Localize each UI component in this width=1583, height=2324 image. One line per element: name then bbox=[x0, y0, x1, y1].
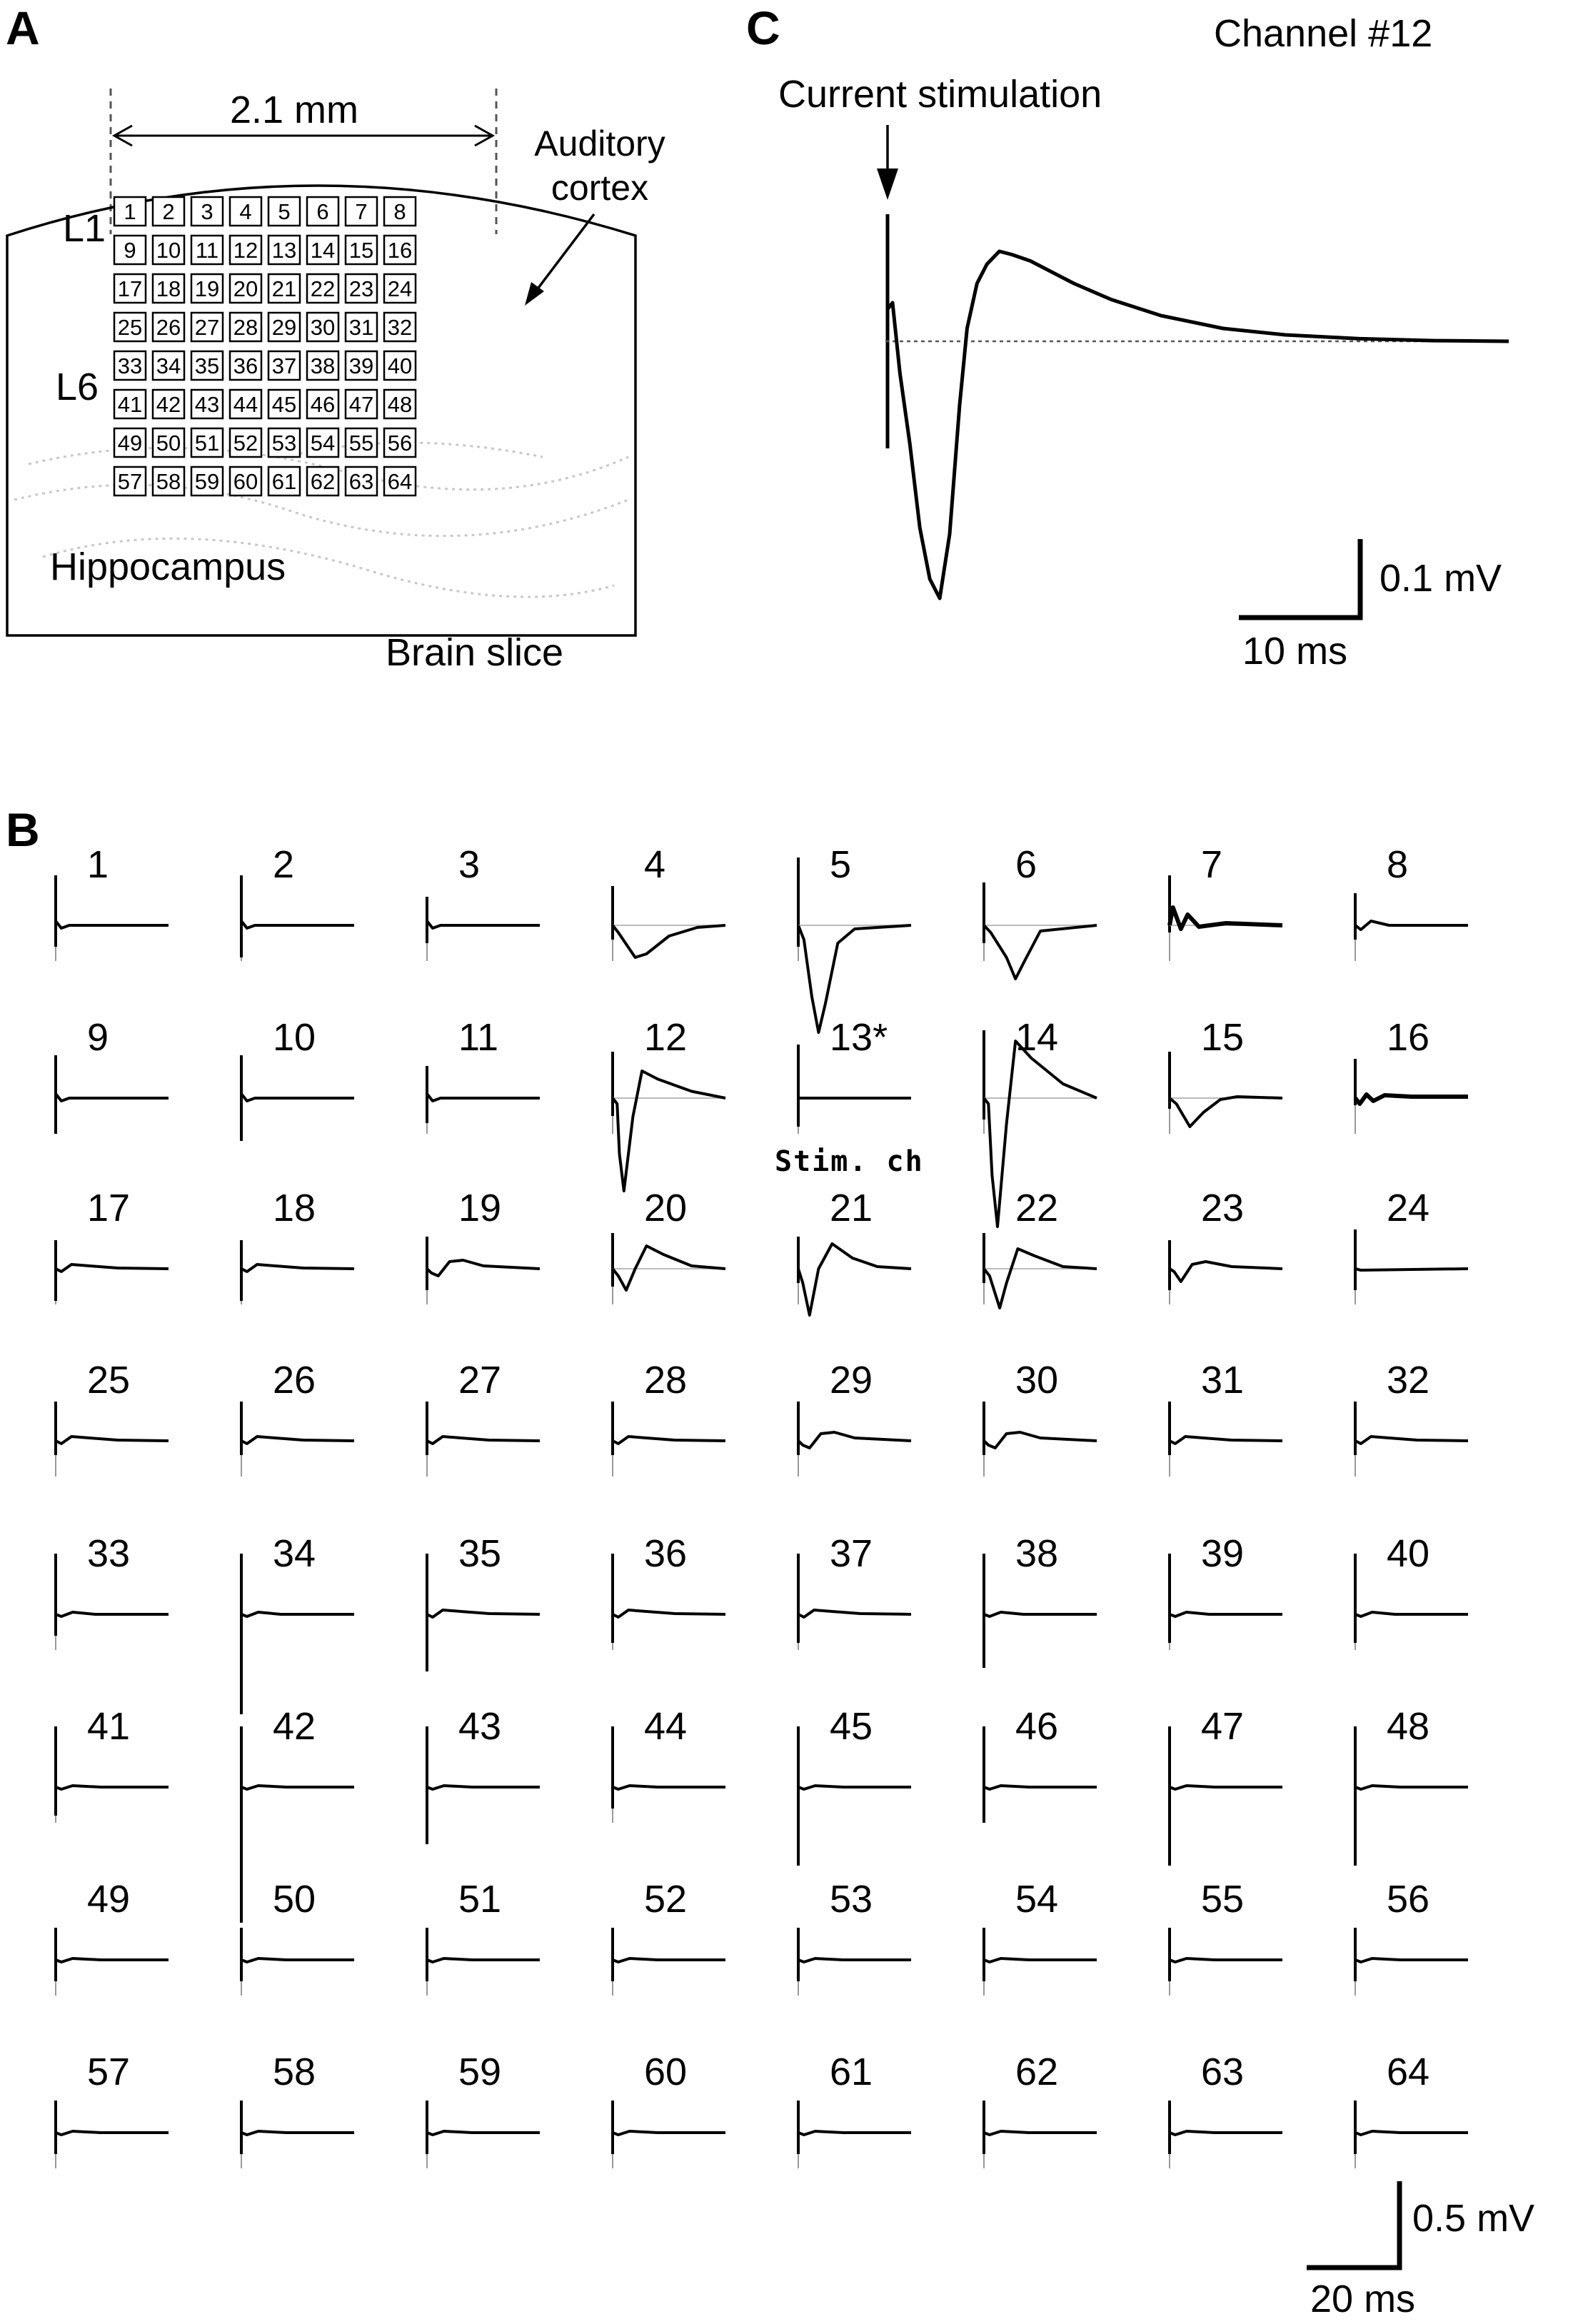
channel-trace bbox=[427, 2131, 540, 2135]
electrode-number: 63 bbox=[348, 469, 374, 494]
electrode-number: 35 bbox=[194, 353, 220, 378]
electrode-number: 43 bbox=[194, 392, 220, 417]
channel-35 bbox=[427, 1532, 540, 1671]
channel-trace bbox=[798, 1432, 911, 1448]
channel-label: 6 bbox=[1015, 843, 1037, 886]
channel-trace bbox=[1355, 1958, 1468, 1962]
channel-64 bbox=[1355, 2051, 1468, 2168]
channel-12 bbox=[613, 1016, 725, 1191]
channel-label: 15 bbox=[1201, 1016, 1245, 1059]
channel-trace bbox=[798, 1610, 911, 1617]
channel-trace bbox=[1355, 2131, 1468, 2135]
electrode-number: 39 bbox=[348, 353, 374, 378]
channel-15 bbox=[1170, 1016, 1282, 1134]
channel-label: 1 bbox=[87, 843, 109, 886]
channel-label: 62 bbox=[1015, 2051, 1059, 2093]
electrode-number: 49 bbox=[117, 431, 143, 456]
channel-trace bbox=[427, 921, 540, 928]
channel-30 bbox=[984, 1359, 1097, 1477]
channel-trace bbox=[1355, 1612, 1468, 1616]
channel-label: 63 bbox=[1201, 2051, 1245, 2093]
channel-trace bbox=[984, 1958, 1097, 1962]
channel-trace bbox=[241, 1437, 354, 1444]
electrode-number: 51 bbox=[194, 431, 220, 456]
channel-13 bbox=[798, 1016, 911, 1134]
panel-b-scale-time: 20 ms bbox=[1310, 2278, 1416, 2320]
channel-label: 10 bbox=[273, 1016, 316, 1059]
electrode-number: 56 bbox=[387, 431, 413, 456]
channel-label: 53 bbox=[830, 1878, 873, 1921]
channel-trace bbox=[56, 1094, 169, 1101]
channel-62 bbox=[984, 2051, 1097, 2168]
auditory-arrow-shaft bbox=[532, 214, 594, 296]
electrode-number: 47 bbox=[348, 392, 374, 417]
channel-60 bbox=[613, 2051, 725, 2168]
electrode-number: 59 bbox=[194, 469, 220, 494]
auditory-label-line1: Auditory bbox=[534, 124, 665, 164]
electrode-number: 37 bbox=[271, 353, 297, 378]
channel-label: 41 bbox=[87, 1705, 131, 1748]
channel-label: 42 bbox=[273, 1705, 316, 1748]
electrode-number: 23 bbox=[348, 276, 374, 301]
electrode-number: 27 bbox=[194, 315, 220, 340]
channel-43 bbox=[427, 1705, 540, 1844]
channel-trace bbox=[241, 1958, 354, 1962]
channel-11 bbox=[427, 1016, 540, 1134]
channel-10 bbox=[241, 1016, 354, 1141]
channel-trace bbox=[241, 2131, 354, 2135]
channel-7 bbox=[1170, 843, 1282, 961]
electrode-number: 17 bbox=[117, 276, 143, 301]
channel-50 bbox=[241, 1878, 354, 1996]
electrode-number: 7 bbox=[355, 199, 368, 224]
channel-58 bbox=[241, 2051, 354, 2168]
electrode-number: 4 bbox=[239, 199, 252, 224]
electrode-number: 30 bbox=[310, 315, 336, 340]
electrode-number: 62 bbox=[310, 469, 336, 494]
channel-trace bbox=[1355, 921, 1468, 930]
channel-trace bbox=[56, 1437, 169, 1444]
channel-55 bbox=[1170, 1878, 1282, 1996]
channel-label: 55 bbox=[1201, 1878, 1245, 1921]
channel-31 bbox=[1170, 1359, 1282, 1477]
channel-2 bbox=[241, 843, 354, 961]
channel-54 bbox=[984, 1878, 1097, 1996]
channel-44 bbox=[613, 1705, 725, 1823]
channel-label: 4 bbox=[644, 843, 666, 886]
electrode-number: 2 bbox=[162, 199, 175, 224]
channel-trace bbox=[1355, 1269, 1468, 1270]
channel-trace bbox=[56, 1264, 169, 1272]
electrode-number: 28 bbox=[233, 315, 258, 340]
channel-45 bbox=[798, 1705, 911, 1866]
channel-23 bbox=[1170, 1187, 1282, 1304]
channel-label: 39 bbox=[1201, 1532, 1245, 1575]
channel-16 bbox=[1355, 1016, 1468, 1134]
electrode-number: 64 bbox=[387, 469, 413, 494]
channel-label: 21 bbox=[830, 1187, 873, 1229]
channel-label: 5 bbox=[830, 843, 852, 886]
electrode-number: 41 bbox=[117, 392, 143, 417]
panel-c-title: Channel #12 bbox=[1214, 12, 1433, 55]
electrode-number: 14 bbox=[310, 238, 336, 263]
channel-label: 45 bbox=[830, 1705, 873, 1748]
electrode-grid bbox=[114, 197, 416, 496]
channel-63 bbox=[1170, 2051, 1282, 2168]
channel-trace bbox=[241, 921, 354, 928]
panel-b-scale-bar bbox=[1307, 2181, 1399, 2268]
channel-trace bbox=[241, 1612, 354, 1616]
electrode-number: 9 bbox=[124, 238, 136, 263]
channel-label: 57 bbox=[87, 2051, 131, 2093]
channel-trace bbox=[1355, 1095, 1468, 1104]
channel-trace bbox=[798, 2131, 911, 2135]
channel-57 bbox=[56, 2051, 169, 2168]
panel-c-scale-bar bbox=[1239, 539, 1360, 618]
channel-27 bbox=[427, 1359, 540, 1477]
channel-trace bbox=[798, 1786, 911, 1789]
channel-trace bbox=[241, 1094, 354, 1101]
channel-trace bbox=[1170, 1612, 1282, 1616]
hippocampus-label: Hippocampus bbox=[50, 545, 286, 588]
channel-label: 51 bbox=[458, 1878, 502, 1921]
channel-trace bbox=[1170, 1097, 1282, 1127]
channel-label: 22 bbox=[1015, 1187, 1059, 1229]
channel-label: 16 bbox=[1387, 1016, 1430, 1059]
channel-22 bbox=[984, 1187, 1097, 1308]
channel-28 bbox=[613, 1359, 725, 1477]
channel-24 bbox=[1355, 1187, 1468, 1304]
electrode-number: 10 bbox=[156, 238, 181, 263]
channel-5 bbox=[798, 843, 911, 1032]
electrode-number: 34 bbox=[156, 353, 181, 378]
channel-52 bbox=[613, 1878, 725, 1996]
channel-40 bbox=[1355, 1532, 1468, 1650]
channel-26 bbox=[241, 1359, 354, 1477]
stim-arrow-head bbox=[877, 168, 898, 200]
channel-label: 61 bbox=[830, 2051, 873, 2093]
channel-label: 25 bbox=[87, 1359, 131, 1402]
electrode-number: 12 bbox=[233, 238, 258, 263]
channel-trace bbox=[427, 1786, 540, 1789]
electrode-number: 19 bbox=[194, 276, 220, 301]
electrode-number: 48 bbox=[387, 392, 413, 417]
channel-trace bbox=[984, 1612, 1097, 1616]
channel-label: 49 bbox=[87, 1878, 131, 1921]
channel-trace bbox=[613, 1786, 725, 1789]
channel-label: 13* bbox=[830, 1016, 888, 1059]
stim-annotation-label: Current stimulation bbox=[778, 73, 1102, 116]
channel-label: 7 bbox=[1201, 843, 1223, 886]
channel-trace bbox=[427, 1094, 540, 1101]
channel-trace bbox=[1355, 1786, 1468, 1789]
channel-trace bbox=[427, 1958, 540, 1962]
channel-4 bbox=[613, 843, 725, 961]
electrode-number: 38 bbox=[310, 353, 336, 378]
layer-l1-label: L1 bbox=[63, 207, 106, 250]
channel-label: 19 bbox=[458, 1187, 502, 1229]
panel-b bbox=[6, 803, 1534, 2320]
channel-label: 44 bbox=[644, 1705, 688, 1748]
channel-51 bbox=[427, 1878, 540, 1996]
channel-label: 47 bbox=[1201, 1705, 1245, 1748]
channel-label: 54 bbox=[1015, 1878, 1059, 1921]
channel-29 bbox=[798, 1359, 911, 1477]
panel-a bbox=[6, 1, 665, 674]
stim-channel-label: Stim. ch bbox=[775, 1145, 924, 1178]
panel-c-letter: C bbox=[746, 1, 780, 54]
channel-label: 52 bbox=[644, 1878, 688, 1921]
channel-trace bbox=[1170, 1786, 1282, 1789]
channel-38 bbox=[984, 1532, 1097, 1668]
channel-33 bbox=[56, 1532, 169, 1650]
channel-trace bbox=[984, 1249, 1097, 1308]
channel-49 bbox=[56, 1878, 169, 1996]
electrode-number: 31 bbox=[348, 315, 374, 340]
channel-trace bbox=[798, 1958, 911, 1962]
electrode-number: 50 bbox=[156, 431, 181, 456]
electrode-number: 24 bbox=[387, 276, 413, 301]
panel-c-scale-time: 10 ms bbox=[1242, 630, 1348, 673]
electrode-number: 20 bbox=[233, 276, 258, 301]
panel-c bbox=[746, 1, 1509, 673]
electrode-number: 3 bbox=[201, 199, 213, 224]
channel-18 bbox=[241, 1187, 354, 1304]
channel-trace bbox=[1170, 2131, 1282, 2135]
channel-label: 38 bbox=[1015, 1532, 1059, 1575]
channel-label: 27 bbox=[458, 1359, 502, 1402]
channel-label: 2 bbox=[273, 843, 295, 886]
channel-21 bbox=[798, 1187, 911, 1315]
channel-label: 50 bbox=[273, 1878, 316, 1921]
channel-trace bbox=[56, 1958, 169, 1962]
channel-trace bbox=[1170, 1437, 1282, 1444]
electrode-number: 18 bbox=[156, 276, 181, 301]
electrode-number: 45 bbox=[271, 392, 297, 417]
channel-label: 33 bbox=[87, 1532, 131, 1575]
electrode-number: 58 bbox=[156, 469, 181, 494]
electrode-number: 5 bbox=[278, 199, 291, 224]
channel-trace bbox=[984, 925, 1097, 979]
channel-label: 35 bbox=[458, 1532, 502, 1575]
electrode-number: 8 bbox=[393, 199, 406, 224]
channel-label: 36 bbox=[644, 1532, 688, 1575]
channel-17 bbox=[56, 1187, 169, 1304]
channel-trace bbox=[427, 1437, 540, 1444]
channel-label: 3 bbox=[458, 843, 481, 886]
channel-trace bbox=[984, 2131, 1097, 2135]
panel-b-letter: B bbox=[6, 803, 40, 856]
channel-trace bbox=[427, 1610, 540, 1617]
channel-trace bbox=[1170, 1958, 1282, 1962]
channel-trace bbox=[613, 925, 725, 957]
channel-label: 9 bbox=[87, 1016, 109, 1059]
channel-label: 43 bbox=[458, 1705, 502, 1748]
electrode-number: 15 bbox=[348, 238, 374, 263]
electrode-number: 44 bbox=[233, 392, 258, 417]
electrode-number: 36 bbox=[233, 353, 258, 378]
channel-48 bbox=[1355, 1705, 1468, 1866]
channel-grid bbox=[56, 843, 1468, 2168]
channel-25 bbox=[56, 1359, 169, 1477]
channel-label: 64 bbox=[1387, 2051, 1430, 2093]
electrode-number: 55 bbox=[348, 431, 374, 456]
channel-trace bbox=[798, 1244, 911, 1315]
channel-trace bbox=[613, 1437, 725, 1444]
channel-label: 58 bbox=[273, 2051, 316, 2093]
electrode-number: 26 bbox=[156, 315, 181, 340]
channel-6 bbox=[984, 843, 1097, 979]
brain-slice-label: Brain slice bbox=[386, 631, 564, 674]
channel-61 bbox=[798, 2051, 911, 2168]
channel-36 bbox=[613, 1532, 725, 1650]
electrode-number: 40 bbox=[387, 353, 413, 378]
channel-trace bbox=[613, 1958, 725, 1962]
channel-46 bbox=[984, 1705, 1097, 1823]
electrode-number: 52 bbox=[233, 431, 258, 456]
channel-trace bbox=[56, 1612, 169, 1616]
channel-trace bbox=[984, 1432, 1097, 1448]
channel-label: 32 bbox=[1387, 1359, 1430, 1402]
channel-label: 29 bbox=[830, 1359, 873, 1402]
electrode-number: 32 bbox=[387, 315, 413, 340]
channel-trace bbox=[241, 1264, 354, 1272]
channel-label: 14 bbox=[1015, 1016, 1059, 1059]
channel-label: 24 bbox=[1387, 1187, 1430, 1229]
electrode-number: 46 bbox=[310, 392, 336, 417]
channel-12-trace bbox=[888, 251, 1509, 598]
channel-trace bbox=[56, 921, 169, 928]
electrode-number: 42 bbox=[156, 392, 181, 417]
electrode-number: 1 bbox=[124, 199, 136, 224]
channel-3 bbox=[427, 843, 540, 961]
channel-label: 31 bbox=[1201, 1359, 1245, 1402]
channel-trace bbox=[613, 1071, 725, 1191]
channel-label: 30 bbox=[1015, 1359, 1059, 1402]
channel-53 bbox=[798, 1878, 911, 1996]
electrode-number: 22 bbox=[310, 276, 336, 301]
channel-56 bbox=[1355, 1878, 1468, 1996]
channel-label: 37 bbox=[830, 1532, 873, 1575]
channel-trace bbox=[613, 2131, 725, 2135]
channel-trace bbox=[613, 1610, 725, 1617]
channel-label: 40 bbox=[1387, 1532, 1430, 1575]
channel-34 bbox=[241, 1532, 354, 1714]
channel-39 bbox=[1170, 1532, 1282, 1650]
channel-59 bbox=[427, 2051, 540, 2168]
channel-8 bbox=[1355, 843, 1468, 961]
channel-19 bbox=[427, 1187, 540, 1304]
electrode-number: 33 bbox=[117, 353, 143, 378]
electrode-number: 21 bbox=[271, 276, 297, 301]
channel-label: 17 bbox=[87, 1187, 131, 1229]
channel-label: 34 bbox=[273, 1532, 316, 1575]
panel-c-scale-voltage: 0.1 mV bbox=[1380, 557, 1502, 600]
channel-41 bbox=[56, 1705, 169, 1823]
channel-trace bbox=[56, 1786, 169, 1789]
channel-label: 59 bbox=[458, 2051, 502, 2093]
width-label: 2.1 mm bbox=[229, 89, 359, 131]
panel-b-scale-voltage: 0.5 mV bbox=[1412, 2197, 1535, 2240]
electrode-number: 57 bbox=[117, 469, 143, 494]
channel-trace bbox=[984, 1786, 1097, 1789]
channel-trace bbox=[1355, 1437, 1468, 1444]
channel-trace bbox=[1170, 1262, 1282, 1282]
channel-1 bbox=[56, 843, 169, 961]
electrode-number: 11 bbox=[195, 238, 219, 263]
auditory-label-line2: cortex bbox=[551, 168, 649, 208]
electrode-number: 29 bbox=[271, 315, 297, 340]
panel-a-letter: A bbox=[6, 1, 40, 54]
electrode-number: 16 bbox=[387, 238, 413, 263]
channel-label: 46 bbox=[1015, 1705, 1059, 1748]
channel-trace bbox=[56, 2131, 169, 2135]
electrode-number: 54 bbox=[310, 431, 336, 456]
electrode-number: 53 bbox=[271, 431, 297, 456]
electrode-number: 25 bbox=[117, 315, 143, 340]
channel-trace bbox=[427, 1260, 540, 1276]
channel-label: 48 bbox=[1387, 1705, 1430, 1748]
channel-20 bbox=[613, 1187, 725, 1304]
channel-label: 18 bbox=[273, 1187, 316, 1229]
electrode-number: 13 bbox=[271, 238, 297, 263]
channel-9 bbox=[56, 1016, 169, 1134]
electrode-number: 61 bbox=[271, 469, 297, 494]
channel-47 bbox=[1170, 1705, 1282, 1866]
channel-trace bbox=[241, 1786, 354, 1789]
channel-32 bbox=[1355, 1359, 1468, 1477]
channel-label: 11 bbox=[458, 1016, 499, 1059]
layer-l6-label: L6 bbox=[56, 366, 99, 408]
channel-37 bbox=[798, 1532, 911, 1650]
channel-label: 20 bbox=[644, 1187, 688, 1229]
channel-label: 60 bbox=[644, 2051, 688, 2093]
electrode-number: 6 bbox=[316, 199, 329, 224]
channel-label: 26 bbox=[273, 1359, 316, 1402]
channel-label: 8 bbox=[1387, 843, 1409, 886]
electrode-number: 60 bbox=[233, 469, 258, 494]
channel-label: 28 bbox=[644, 1359, 688, 1402]
channel-label: 56 bbox=[1387, 1878, 1430, 1921]
channel-label: 12 bbox=[644, 1016, 688, 1059]
channel-label: 23 bbox=[1201, 1187, 1245, 1229]
